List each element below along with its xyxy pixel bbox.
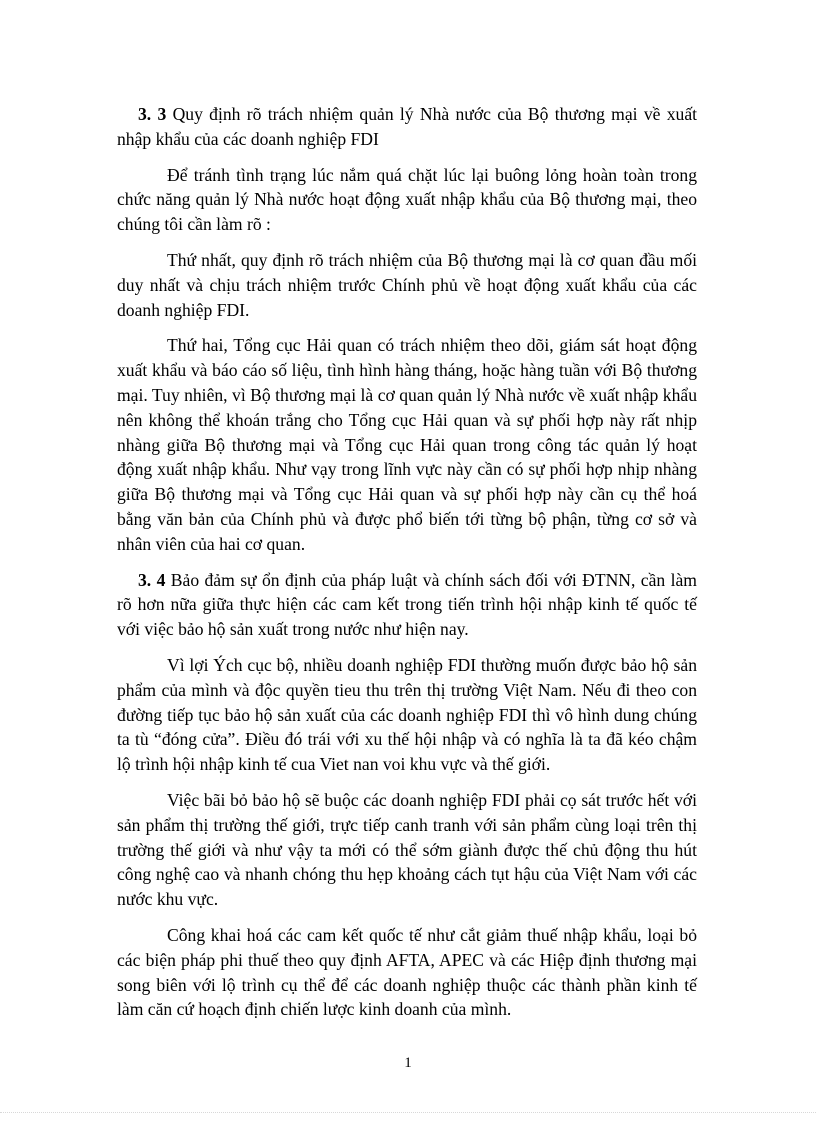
section-number: 3. 4	[138, 569, 166, 590]
paragraph: Công khai hoá các cam kết quốc tế như cắt giảm thuế nhập khẩu, loại bỏ các biện pháp phi thuế theo quy định AFTA, APEC và các Hiệp định thương mại song biên với lộ trình cụ thể để các doanh nghiệp thuộc các thành phần kinh tế làm căn cứ hoạch định chiến lược kinh doanh của mình.	[117, 924, 697, 1020]
paragraph: Vì lợi Ých cục bộ, nhiều doanh nghiệp FDI thường muốn được bảo hộ sản phẩm của mình và độc quyền tieu thu trên thị trường Việt Nam. Nếu đi theo con đường tiếp tục bảo hộ sản xuất của các doanh nghiệp FDI thì vô hình dung chúng ta tù “đóng cửa”. Điều đó trái với xu thế hội nhập và có nghĩa là ta đã kéo chậm lộ trình hội nhập kinh tế cua Viet nan voi khu vực và thế giới.	[117, 654, 697, 775]
section-3-3-heading	[117, 102, 697, 152]
paragraph: Thứ nhất, quy định rõ trách nhiệm của Bộ thương mại là cơ quan đầu mối duy nhất và chịu trách nhiệm trước Chính phủ về hoạt động xuất khẩu của các doanh nghiệp FDI.	[117, 249, 697, 320]
section-title: Quy định rõ trách nhiệm quản lý Nhà nước của Bộ thương mại về xuất nhập khẩu của các doanh nghiệp FDI	[117, 104, 698, 149]
document-body	[117, 102, 697, 1033]
paragraph: Việc bãi bỏ bảo hộ sẽ buộc các doanh nghiệp FDI phải cọ sát trước hết với sản phẩm thị trường thế giới, trực tiếp canh tranh với sản phẩm cùng loại trên thị trường thế giới và như vậy ta mới có thể sớm giành được thế chủ động thu hút công nghệ cao và nhanh chóng thu hẹp khoảng cách tụt hậu của Việt Nam với các nước khu vực.	[117, 789, 697, 910]
section-3-4-heading	[117, 568, 697, 642]
section-title: Bảo đảm sự ổn định của pháp luật và chính sách đối với ĐTNN, cần làm rõ hơn nữa giữa thực hiện các cam kết trong tiến trình hội nhập kinh tế quốc tế với việc bảo hộ sản xuất trong nước như hiện nay.	[117, 569, 697, 640]
page-number: 1	[404, 1055, 412, 1071]
footer-divider	[0, 1112, 816, 1113]
section-number: 3. 3	[138, 104, 167, 124]
paragraph: Thứ hai, Tổng cục Hải quan có trách nhiệm theo dõi, giám sát hoạt động xuất khẩu và báo cáo số liệu, tình hình hàng tháng, hoặc hàng tuần với Bộ thương mại. Tuy nhiên, vì Bộ thương mại là cơ quan quản lý Nhà nước về xuất nhập khẩu nên không thể khoán trắng cho Tổng cục Hải quan và sự phối hợp này rất nhịp nhàng giữa Bộ thương mại và Tổng cục Hải quan trong công tác quản lý hoạt động xuất nhập khẩu. Như vạy trong lĩnh vực này cần có sự phối hợp nhịp nhàng giữa Bộ thương mại và Tổng cục Hải quan và sự phối hợp này cần cụ thể hoá bằng văn bản của Chính phủ và được phổ biến tới từng bộ phận, từng cơ sở và nhân viên của hai cơ quan.	[117, 335, 697, 554]
paragraph: Để tránh tình trạng lúc nắm quá chặt lúc lại buông lỏng hoàn toàn trong chức năng quản lý Nhà nước hoạt động xuất nhập khẩu của Bộ thương mại, theo chúng tôi cần làm rõ :	[117, 164, 697, 235]
